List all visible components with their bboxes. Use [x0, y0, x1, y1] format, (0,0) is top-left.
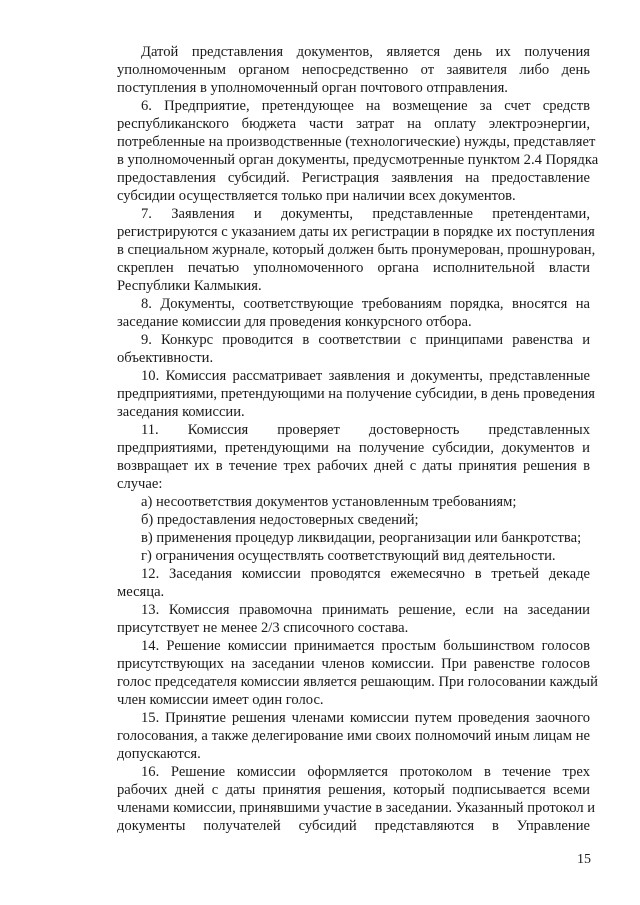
text-line: присутствует не менее 2/3 списочного состава. [117, 620, 409, 636]
text-line: субсидии осуществляется только при наличии всех документов. [117, 188, 516, 204]
text-line: г) ограничения осуществлять соответствующий вид деятельности. [141, 548, 556, 564]
text-line: 12. Заседания комиссии проводятся ежемесячно в третьей декаде [141, 566, 590, 582]
text-line: уполномоченным органом непосредственно от заявителя либо день [117, 62, 590, 78]
paragraph-p11c [117, 529, 590, 547]
paragraph-p12 [117, 565, 590, 601]
text-line: поступления в уполномоченный орган почтового отправления. [117, 80, 508, 96]
text-line: членами комиссии, принявшими участие в заседании. Указанный протокол и [117, 800, 596, 816]
text-line: 11. Комиссия проверяет достоверность представленных [141, 422, 590, 438]
text-line: 9. Конкурс проводится в соответствии с принципами равенства и [141, 332, 590, 348]
text-line: в уполномоченный орган документы, предусмотренные пунктом 2.4 Порядка [117, 152, 599, 168]
text-line: Датой представления документов, является день их получения [141, 44, 590, 60]
text-line: предоставления субсидий. Регистрация заявления на предоставление [117, 170, 590, 186]
text-line: голос председателя комиссии является решающим. При голосовании каждый [117, 674, 598, 690]
paragraph-p11d [117, 547, 590, 565]
paragraph-p14 [117, 637, 598, 709]
text-line: случае: [117, 476, 163, 492]
text-line: документы получателей субсидий представляются в Управление [117, 818, 590, 834]
text-line: объективности. [117, 350, 214, 366]
paragraph-p11b [117, 511, 590, 529]
paragraph-p10 [117, 367, 596, 421]
text-line: член комиссии имеет один голос. [117, 692, 324, 708]
paragraph-p7 [117, 205, 596, 295]
text-line: рабочих дней с даты принятия решения, который подписывается всеми [117, 782, 590, 798]
text-line: заседания комиссии. [117, 404, 245, 420]
text-line: предприятиями, претендующими на получение субсидии, в день проведения [117, 386, 596, 402]
text-line: голосования, а также делегирование ими своих полномочий иным лицам не [117, 728, 590, 744]
text-line: регистрируются с указанием даты их регистрации в порядке их поступления [117, 224, 595, 240]
text-line: а) несоответствия документов установленным требованиям; [141, 494, 517, 510]
text-line: 14. Решение комиссии принимается простым большинством голосов [141, 638, 590, 654]
text-line: б) предоставления недостоверных сведений; [141, 512, 419, 528]
paragraph-intro [117, 43, 590, 97]
paragraph-p8 [117, 295, 590, 331]
paragraph-p15 [117, 709, 590, 763]
text-line: 15. Принятие решения членами комиссии путем проведения заочного [141, 710, 590, 726]
text-line: в специальном журнале, который должен быть пронумерован, прошнурован, [117, 242, 596, 258]
paragraph-p13 [117, 601, 590, 637]
text-line: 13. Комиссия правомочна принимать решение, если на заседании [141, 602, 590, 618]
text-line: скреплен печатью уполномоченного органа исполнительной власти [117, 260, 590, 276]
page-number: 15 [577, 852, 591, 867]
text-line: в) применения процедур ликвидации, реорганизации или банкротства; [141, 530, 582, 546]
text-line: месяца. [117, 584, 165, 600]
paragraph-p6 [117, 97, 599, 205]
document-body [117, 43, 599, 835]
paragraph-p9 [117, 331, 590, 367]
text-line: возвращает их в течение трех рабочих дней с даты принятия решения в [117, 458, 590, 474]
text-line: 8. Документы, соответствующие требованиям порядка, вносятся на [141, 296, 590, 312]
paragraph-p11a [117, 493, 590, 511]
paragraph-p11 [117, 421, 590, 493]
text-line: 10. Комиссия рассматривает заявления и документы, представленные [141, 368, 590, 384]
paragraph-p16 [117, 763, 596, 835]
text-line: потребленные на производственные (технологические) нужды, представляет [117, 134, 596, 150]
text-line: заседание комиссии для проведения конкурсного отбора. [117, 314, 472, 330]
text-line: предприятиями, претендующими на получение субсидии, документов и [117, 440, 590, 456]
text-line: 6. Предприятие, претендующее на возмещение за счет средств [141, 98, 590, 114]
text-line: 7. Заявления и документы, представленные претендентами, [141, 206, 590, 222]
text-line: 16. Решение комиссии оформляется протоколом в течение трех [141, 764, 590, 780]
text-line: присутствующих на заседании членов комиссии. При равенстве голосов [117, 656, 590, 672]
text-line: допускаются. [117, 746, 201, 762]
text-line: Республики Калмыкия. [117, 278, 262, 294]
text-line: республиканского бюджета части затрат на оплату электроэнергии, [117, 116, 590, 132]
